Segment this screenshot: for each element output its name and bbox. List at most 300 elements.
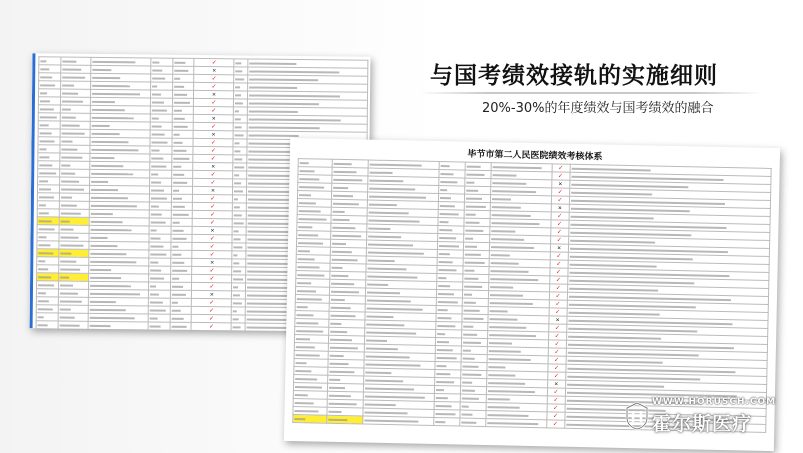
table-cell — [37, 257, 59, 265]
table-cell — [231, 315, 245, 323]
text-line-texture — [368, 259, 395, 262]
text-line-texture — [39, 172, 56, 174]
text-line-texture — [40, 92, 47, 94]
text-line-texture — [463, 341, 481, 343]
text-line-texture — [366, 379, 403, 382]
text-line-texture — [174, 85, 184, 87]
text-line-texture — [92, 84, 130, 86]
text-line-texture — [90, 260, 136, 262]
text-line-texture — [39, 156, 49, 158]
text-line-texture — [233, 310, 237, 312]
text-line-texture — [464, 309, 480, 311]
table-cell — [148, 306, 170, 314]
text-line-texture — [297, 306, 308, 308]
check-mark-icon: ✓ — [553, 372, 559, 380]
table-cell — [172, 74, 194, 82]
text-line-texture — [174, 93, 187, 95]
text-line-texture — [437, 333, 445, 335]
table-cell — [149, 194, 171, 202]
text-line-texture — [300, 162, 309, 164]
text-line-texture — [436, 357, 456, 359]
table-cell — [172, 90, 194, 98]
text-line-texture — [571, 175, 724, 180]
text-line-texture — [234, 182, 241, 184]
check-mark-icon: ✓ — [553, 396, 559, 404]
text-line-texture — [440, 197, 451, 199]
text-line-texture — [465, 237, 473, 239]
table-cell — [171, 146, 193, 154]
text-line-texture — [368, 251, 424, 254]
table-cell — [148, 322, 170, 330]
table-cell — [171, 234, 193, 242]
cross-mark-icon: ✕ — [212, 67, 217, 74]
text-line-texture — [234, 198, 238, 200]
slide-subtitle: 20%-30%的年度绩效与国考绩效的融合 — [482, 101, 714, 116]
text-line-texture — [439, 253, 450, 255]
text-line-texture — [334, 170, 357, 172]
text-line-texture — [462, 365, 478, 367]
text-line-texture — [570, 215, 653, 219]
text-line-texture — [490, 302, 532, 305]
text-line-texture — [570, 239, 655, 243]
text-line-texture — [39, 228, 55, 230]
text-line-texture — [236, 70, 243, 72]
text-line-texture — [60, 324, 80, 326]
check-mark-icon: ✓ — [211, 59, 217, 67]
text-line-texture — [369, 211, 408, 214]
text-line-texture — [568, 303, 695, 308]
table-cell — [149, 202, 171, 210]
text-line-texture — [235, 102, 243, 104]
text-line-texture — [172, 285, 183, 287]
table-cell — [38, 129, 60, 137]
check-mark-icon: ✓ — [210, 155, 216, 163]
text-line-texture — [173, 101, 189, 103]
table-cell — [171, 218, 193, 226]
text-line-texture — [171, 317, 184, 319]
watermark-logo-icon — [625, 402, 649, 430]
text-line-texture — [89, 324, 110, 326]
text-line-texture — [492, 190, 536, 193]
text-line-texture — [490, 278, 538, 281]
text-line-texture — [235, 158, 243, 160]
text-line-texture — [150, 269, 162, 271]
text-line-texture — [366, 371, 392, 374]
text-line-texture — [369, 195, 426, 198]
text-line-texture — [332, 234, 361, 237]
text-line-texture — [295, 402, 314, 404]
text-line-texture — [492, 206, 521, 209]
table-cell — [172, 122, 194, 130]
table-cell — [150, 58, 172, 66]
text-line-texture — [249, 110, 298, 113]
text-line-texture — [234, 270, 242, 272]
text-line-texture — [294, 418, 305, 420]
text-line-texture — [331, 282, 354, 284]
check-mark-icon: ✓ — [555, 300, 561, 308]
text-line-texture — [60, 284, 73, 286]
check-mark-icon: ✓ — [554, 348, 560, 356]
text-line-texture — [171, 309, 180, 311]
text-line-texture — [173, 181, 188, 183]
text-line-texture — [440, 205, 455, 207]
text-line-texture — [297, 290, 316, 292]
check-mark-icon: ✓ — [555, 292, 561, 300]
text-line-texture — [370, 163, 421, 166]
cross-mark-icon: ✕ — [210, 227, 215, 234]
text-line-texture — [62, 84, 74, 86]
text-line-texture — [571, 167, 650, 171]
text-line-texture — [39, 188, 51, 190]
text-line-texture — [39, 180, 48, 182]
table-cell — [150, 138, 172, 146]
table-cell — [233, 211, 247, 219]
table-cell — [170, 258, 192, 266]
text-line-texture — [439, 229, 452, 231]
text-line-texture — [299, 202, 316, 204]
cross-mark-icon: ✕ — [554, 380, 559, 388]
text-line-texture — [296, 330, 323, 333]
text-line-texture — [568, 311, 659, 315]
text-line-texture — [333, 218, 350, 220]
text-line-texture — [40, 116, 57, 118]
text-line-texture — [61, 180, 79, 182]
table-cell — [233, 131, 247, 139]
text-line-texture — [172, 237, 186, 239]
text-line-texture — [295, 370, 311, 372]
text-line-texture — [330, 346, 358, 349]
text-line-texture — [61, 172, 75, 174]
text-line-texture — [296, 346, 315, 348]
check-mark-icon: ✓ — [556, 228, 562, 236]
text-line-texture — [439, 245, 460, 247]
text-line-texture — [490, 294, 523, 297]
text-line-texture — [487, 422, 538, 425]
table-cell — [171, 170, 193, 178]
text-line-texture — [151, 189, 164, 191]
text-line-texture — [332, 250, 352, 252]
check-mark-icon: ✓ — [553, 388, 559, 396]
text-line-texture — [295, 386, 322, 389]
text-line-texture — [437, 341, 449, 343]
text-line-texture — [62, 76, 85, 78]
text-line-texture — [492, 214, 530, 217]
text-line-texture — [492, 182, 526, 185]
table-cell — [37, 217, 59, 225]
text-line-texture — [466, 205, 486, 207]
text-line-texture — [462, 405, 469, 407]
text-line-texture — [294, 410, 318, 413]
text-line-texture — [369, 227, 391, 229]
text-line-texture — [298, 234, 318, 236]
text-line-texture — [488, 406, 520, 409]
text-line-texture — [235, 126, 242, 128]
table-cell — [234, 83, 248, 91]
watermark-name: 霍尔斯医疗 — [652, 413, 753, 435]
text-line-texture — [150, 277, 165, 279]
check-mark-icon: ✓ — [558, 164, 564, 172]
table-cell — [234, 67, 248, 75]
cross-mark-icon: ✕ — [211, 91, 217, 98]
text-line-texture — [488, 398, 510, 400]
text-line-texture — [91, 188, 118, 190]
text-line-texture — [92, 100, 115, 102]
text-line-texture — [367, 299, 411, 302]
text-line-texture — [61, 140, 73, 142]
table-cell — [38, 97, 60, 105]
text-line-texture — [173, 157, 189, 159]
table-cell — [37, 193, 59, 201]
front-document-table — [292, 158, 771, 433]
table-cell — [232, 243, 246, 251]
text-line-texture — [493, 166, 542, 169]
table-cell — [149, 210, 171, 218]
text-line-texture — [62, 132, 85, 134]
text-line-texture — [91, 156, 114, 158]
text-line-texture — [296, 362, 307, 364]
text-line-texture — [489, 366, 506, 368]
text-line-texture — [465, 261, 485, 263]
text-line-texture — [571, 183, 688, 187]
table-cell — [149, 162, 171, 170]
table-cell — [234, 59, 248, 67]
text-line-texture — [152, 85, 158, 87]
table-cell — [36, 281, 58, 289]
text-line-texture — [249, 102, 319, 105]
table-cell — [434, 417, 460, 426]
text-line-texture — [370, 171, 392, 173]
text-line-texture — [366, 355, 409, 358]
text-line-texture — [464, 277, 478, 279]
check-mark-icon: ✓ — [210, 147, 216, 155]
text-line-texture — [463, 349, 471, 351]
text-line-texture — [149, 317, 157, 319]
text-line-texture — [333, 202, 359, 205]
text-line-texture — [299, 186, 324, 189]
text-line-texture — [333, 194, 353, 196]
text-line-texture — [172, 197, 182, 199]
text-line-texture — [233, 318, 239, 320]
text-line-texture — [300, 170, 315, 172]
text-line-texture — [152, 77, 166, 79]
text-line-texture — [366, 363, 421, 366]
text-line-texture — [39, 212, 49, 214]
text-line-texture — [490, 310, 508, 312]
text-line-texture — [489, 358, 531, 361]
text-line-texture — [62, 100, 83, 102]
table-cell — [172, 58, 194, 66]
text-line-texture — [462, 373, 481, 375]
text-line-texture — [38, 276, 51, 278]
text-line-texture — [463, 317, 483, 319]
table-cell — [231, 323, 245, 331]
text-line-texture — [330, 362, 349, 364]
check-mark-icon: ✓ — [211, 107, 217, 115]
text-line-texture — [235, 174, 240, 176]
text-line-texture — [491, 246, 534, 249]
text-line-texture — [435, 421, 445, 423]
table-cell — [88, 321, 148, 330]
table-cell — [172, 98, 194, 106]
text-line-texture — [40, 124, 49, 126]
table-cell — [172, 82, 194, 90]
table-cell — [38, 145, 60, 153]
table-cell — [192, 322, 232, 330]
text-line-texture — [295, 394, 308, 396]
text-line-texture — [435, 405, 451, 407]
text-line-texture — [488, 382, 525, 385]
cross-mark-icon: ✕ — [211, 131, 216, 138]
text-line-texture — [235, 86, 239, 88]
text-line-texture — [567, 375, 700, 380]
check-mark-icon: ✓ — [553, 364, 560, 372]
text-line-texture — [91, 180, 109, 182]
text-line-texture — [333, 210, 345, 212]
text-line-texture — [40, 60, 46, 62]
check-mark-icon: ✓ — [554, 324, 560, 332]
table-cell — [39, 81, 61, 89]
table-cell — [38, 105, 60, 113]
text-line-texture — [466, 181, 474, 183]
table-cell — [149, 218, 171, 226]
check-mark-icon: ✓ — [210, 211, 216, 219]
text-line-texture — [367, 315, 393, 318]
cross-mark-icon: ✕ — [211, 163, 216, 170]
table-cell — [232, 275, 246, 283]
text-line-texture — [330, 330, 347, 332]
check-mark-icon: ✓ — [211, 75, 217, 83]
table-cell — [170, 242, 192, 250]
table-cell — [148, 274, 170, 282]
table-cell — [170, 322, 192, 330]
text-line-texture — [40, 68, 49, 70]
table-cell — [233, 147, 247, 155]
text-line-texture — [38, 308, 53, 310]
text-line-texture — [567, 351, 698, 356]
text-line-texture — [570, 231, 691, 236]
check-mark-icon: ✓ — [209, 283, 215, 291]
check-mark-icon: ✓ — [555, 284, 561, 292]
text-line-texture — [235, 118, 240, 120]
text-line-texture — [151, 197, 168, 199]
table-cell — [148, 290, 170, 298]
text-line-texture — [40, 140, 55, 142]
text-line-texture — [367, 323, 405, 326]
check-mark-icon: ✓ — [211, 99, 217, 107]
text-line-texture — [172, 205, 185, 207]
table-cell — [171, 162, 193, 170]
table-cell — [38, 153, 60, 161]
text-line-texture — [366, 339, 386, 341]
text-line-texture — [150, 285, 157, 287]
table-cell — [148, 298, 170, 306]
text-line-texture — [330, 370, 355, 373]
text-line-texture — [92, 92, 140, 94]
text-line-texture — [152, 61, 159, 63]
table-cell — [170, 298, 192, 306]
table-cell — [232, 251, 246, 259]
text-line-texture — [438, 269, 457, 271]
text-line-texture — [465, 221, 479, 223]
table-cell — [37, 209, 59, 217]
text-line-texture — [172, 253, 181, 255]
text-line-texture — [235, 134, 244, 136]
text-line-texture — [365, 387, 414, 390]
text-line-texture — [570, 207, 689, 211]
title-divider — [418, 92, 763, 94]
text-line-texture — [234, 246, 243, 248]
text-line-texture — [465, 245, 477, 247]
text-line-texture — [174, 69, 189, 71]
watermark-url: WWW.HORUSCH.COM — [652, 397, 777, 407]
table-cell — [38, 113, 60, 121]
text-line-texture — [436, 381, 454, 383]
table-cell — [148, 250, 170, 258]
text-line-texture — [437, 317, 451, 319]
text-line-texture — [370, 179, 404, 182]
text-line-texture — [464, 293, 472, 295]
text-line-texture — [39, 220, 52, 222]
text-line-texture — [38, 252, 53, 254]
text-line-texture — [173, 117, 185, 119]
table-cell — [232, 227, 246, 235]
table-cell — [38, 121, 60, 129]
text-line-texture — [438, 277, 447, 279]
table-cell — [37, 233, 59, 241]
table-cell — [232, 299, 246, 307]
text-line-texture — [150, 261, 158, 263]
text-line-texture — [173, 173, 184, 175]
text-line-texture — [62, 108, 71, 110]
check-mark-icon: ✓ — [210, 139, 216, 147]
text-line-texture — [40, 132, 52, 134]
text-line-texture — [151, 141, 168, 143]
text-line-texture — [569, 279, 694, 284]
text-line-texture — [172, 229, 183, 231]
check-mark-icon: ✓ — [552, 420, 558, 428]
table-cell — [546, 420, 564, 428]
text-line-texture — [235, 94, 241, 96]
table-cell — [36, 297, 58, 305]
check-mark-icon: ✓ — [210, 195, 216, 203]
check-mark-icon: ✓ — [556, 220, 563, 228]
text-line-texture — [438, 285, 451, 287]
table-cell — [150, 66, 172, 74]
text-line-texture — [299, 210, 321, 212]
table-cell — [148, 282, 170, 290]
cross-mark-icon: ✕ — [210, 187, 216, 194]
text-line-texture — [333, 226, 356, 228]
check-mark-icon: ✓ — [552, 412, 559, 420]
table-cell — [148, 258, 170, 266]
text-line-texture — [438, 301, 458, 303]
cross-mark-icon: ✕ — [556, 245, 562, 252]
text-line-texture — [233, 278, 243, 280]
text-line-texture — [493, 174, 517, 177]
text-line-texture — [296, 322, 318, 324]
table-cell — [233, 219, 247, 227]
text-line-texture — [60, 300, 82, 302]
cross-mark-icon: ✕ — [210, 259, 215, 266]
text-line-texture — [436, 389, 444, 391]
title-area — [430, 57, 770, 90]
table-cell — [37, 201, 59, 209]
text-line-texture — [62, 60, 76, 62]
text-line-texture — [90, 268, 112, 270]
text-line-texture — [38, 244, 50, 246]
text-line-texture — [488, 374, 515, 377]
text-line-texture — [91, 204, 138, 206]
